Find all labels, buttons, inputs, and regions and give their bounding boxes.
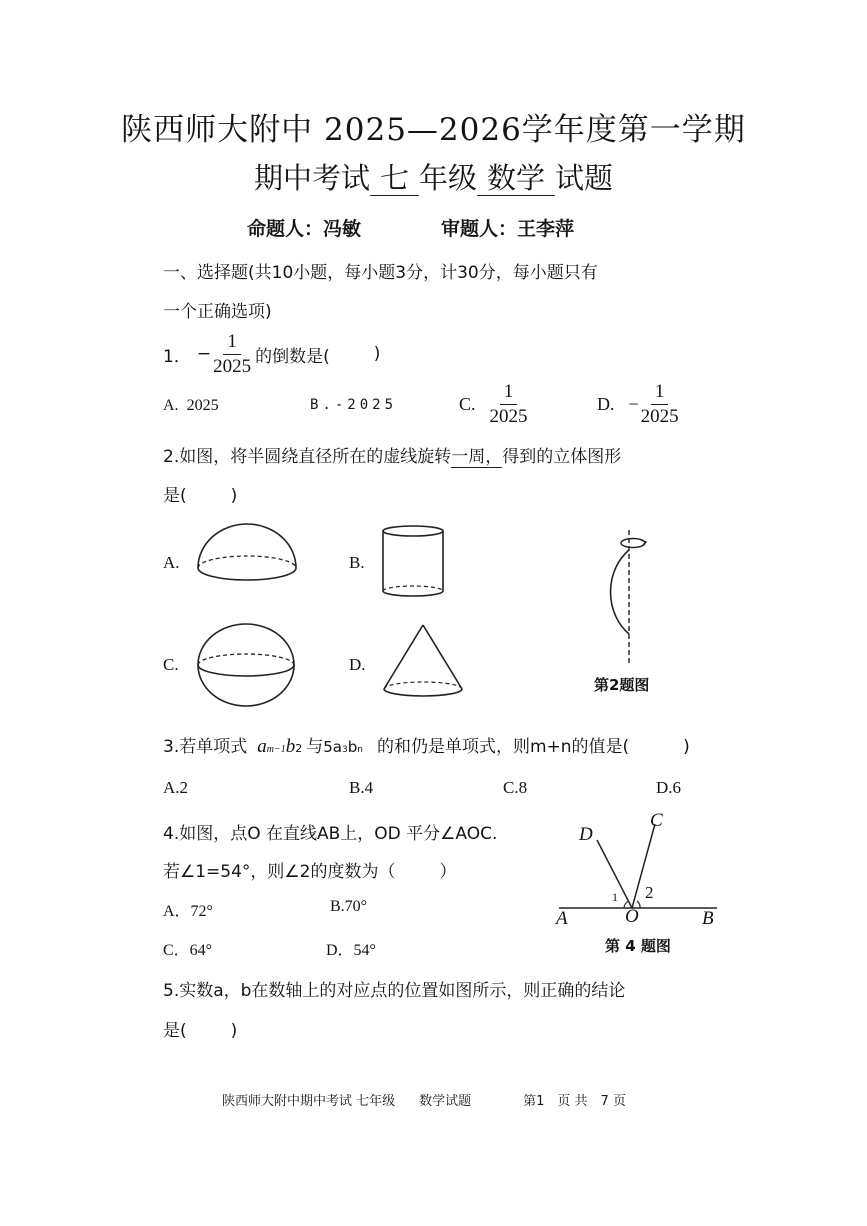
q3-expr1-a: a <box>257 736 267 757</box>
label-angle-1: 1 <box>612 890 618 904</box>
q2-line2-close: ) <box>230 486 238 506</box>
q3-expr2-b: b <box>347 738 358 756</box>
q1-frac-den: 2025 <box>213 355 252 377</box>
question-5-line2 <box>163 1016 237 1041</box>
q3-option-a: A.2 <box>163 778 189 797</box>
q3-text-a: 3.若单项式 <box>163 737 248 757</box>
q2-label-b: B. <box>349 553 365 572</box>
q3-text-b: 与 <box>306 737 324 757</box>
q1-option-d-minus: − <box>628 393 639 414</box>
q1-option-d <box>597 382 679 427</box>
cone-icon <box>380 622 466 702</box>
label-d: D <box>579 824 593 845</box>
title-grade: 七 <box>370 163 419 196</box>
question-2-line2 <box>163 481 237 506</box>
q1-frac-num: 1 <box>223 332 241 355</box>
q1-close: ) <box>373 344 381 365</box>
q3-expr1-b-exp: 2 <box>295 742 303 755</box>
q1-fraction <box>213 332 251 377</box>
title-suffix: 试题 <box>555 161 614 195</box>
q1-text: 的倒数是( <box>255 346 330 367</box>
q1-option-a-value: 2025 <box>186 397 219 414</box>
question-4-line1: 4.如图，点O 在直线AB上，OD 平分∠AOC. <box>163 824 498 844</box>
q4-option-b: B.70° <box>330 898 368 915</box>
author-line <box>247 214 574 241</box>
title-exam-type: 期中考试 <box>253 161 370 195</box>
q2-label-d: D. <box>349 655 366 674</box>
q3-expr2-exp1: 3 <box>341 745 348 755</box>
footer-subject: 数学试题 <box>419 1094 472 1109</box>
label-angle-2: 2 <box>645 883 654 902</box>
q2-text-a: 2.如图，将半圆绕直径所在的虚线旋转 <box>163 447 452 467</box>
q3-option-d: D.6 <box>656 778 682 797</box>
page-footer <box>222 1090 626 1109</box>
author-label: 命题人：冯敏 <box>247 218 362 240</box>
q1-option-b <box>310 397 397 413</box>
q3-close: ) <box>683 737 690 757</box>
q1-option-c-fraction <box>490 382 528 427</box>
q3-expr1-b: b <box>285 736 296 757</box>
q2-figure-caption: 第2题图 <box>594 676 650 694</box>
q4-figure-caption: 第 4 题图 <box>605 937 671 955</box>
exam-title-line2 <box>0 156 867 197</box>
q4-option-c: C．64° <box>163 942 213 959</box>
question-5-line1: 5.实数a，b在数轴上的对应点的位置如图所示，则正确的结论 <box>163 981 626 1001</box>
footer-page-number: 第1 页 共 7 页 <box>523 1094 626 1109</box>
q4-option-a: A．72° <box>163 903 213 920</box>
q2-label-c: C. <box>163 655 179 674</box>
q5-line2-close: ) <box>230 1021 238 1041</box>
label-b: B <box>702 908 714 929</box>
semicircle-rotation-icon <box>580 530 650 664</box>
q1-number: 1． <box>163 346 191 367</box>
q4-option-d: D．54° <box>326 942 376 959</box>
q2-label-a: A. <box>163 553 180 572</box>
label-o: O <box>625 906 639 927</box>
q2-text-underlined: 一周， <box>451 447 503 467</box>
q1-option-b-value: -2025 <box>334 397 398 413</box>
q1-minus: − <box>196 344 212 365</box>
hemisphere-icon <box>195 522 299 594</box>
question-2-line1 <box>163 442 621 467</box>
q3-expr2-exp2: n <box>357 745 363 755</box>
reviewer-label: 审题人：王李萍 <box>441 218 575 240</box>
cylinder-icon <box>378 523 448 603</box>
q1-option-d-num: 1 <box>651 382 669 405</box>
label-a: A <box>556 908 568 929</box>
q1-option-c <box>459 382 528 427</box>
sphere-icon <box>195 621 299 709</box>
question-1 <box>163 332 380 377</box>
section-heading-line2: 一个正确选项) <box>163 302 272 322</box>
q3-option-c: C.8 <box>503 778 528 797</box>
question-3 <box>163 732 690 758</box>
q1-option-d-fraction <box>641 382 679 427</box>
q2-line2-text: 是( <box>163 486 187 506</box>
q3-text-c: 的和仍是单项式，则m+n的值是( <box>376 737 630 757</box>
section-heading-line1: 一、选择题(共10小题，每小题3分，计30分，每小题只有 <box>163 263 598 283</box>
q3-expr2: 5a <box>323 738 342 756</box>
q4-line2-text: 若∠1=54°，则∠2的度数为（ <box>163 862 396 882</box>
q1-option-d-den: 2025 <box>640 405 679 427</box>
q3-option-b: B.4 <box>349 778 374 797</box>
q4-line2-close: ） <box>439 862 457 882</box>
q5-line2-text: 是( <box>163 1021 187 1041</box>
q1-option-b-label: B. <box>310 397 335 413</box>
q1-option-c-num: 1 <box>500 382 518 405</box>
label-c: C <box>650 810 663 831</box>
exam-title-line1: 陕西师大附中 2025—2026学年度第一学期 <box>121 112 746 148</box>
title-subject: 数学 <box>477 163 555 196</box>
q2-text-b: 得到的立体图形 <box>502 447 622 467</box>
q1-option-a-label: A. <box>163 397 179 414</box>
q3-expr1-a-exp: m−1 <box>266 744 286 755</box>
q1-option-c-label: C. <box>459 393 476 414</box>
footer-school: 陕西师大附中期中考试 七年级 <box>222 1094 396 1109</box>
q1-option-d-label: D. <box>597 393 615 414</box>
question-4-line2 <box>163 857 457 882</box>
title-grade-suffix: 年级 <box>418 161 477 195</box>
q1-option-a <box>163 397 219 415</box>
q1-option-c-den: 2025 <box>489 405 528 427</box>
